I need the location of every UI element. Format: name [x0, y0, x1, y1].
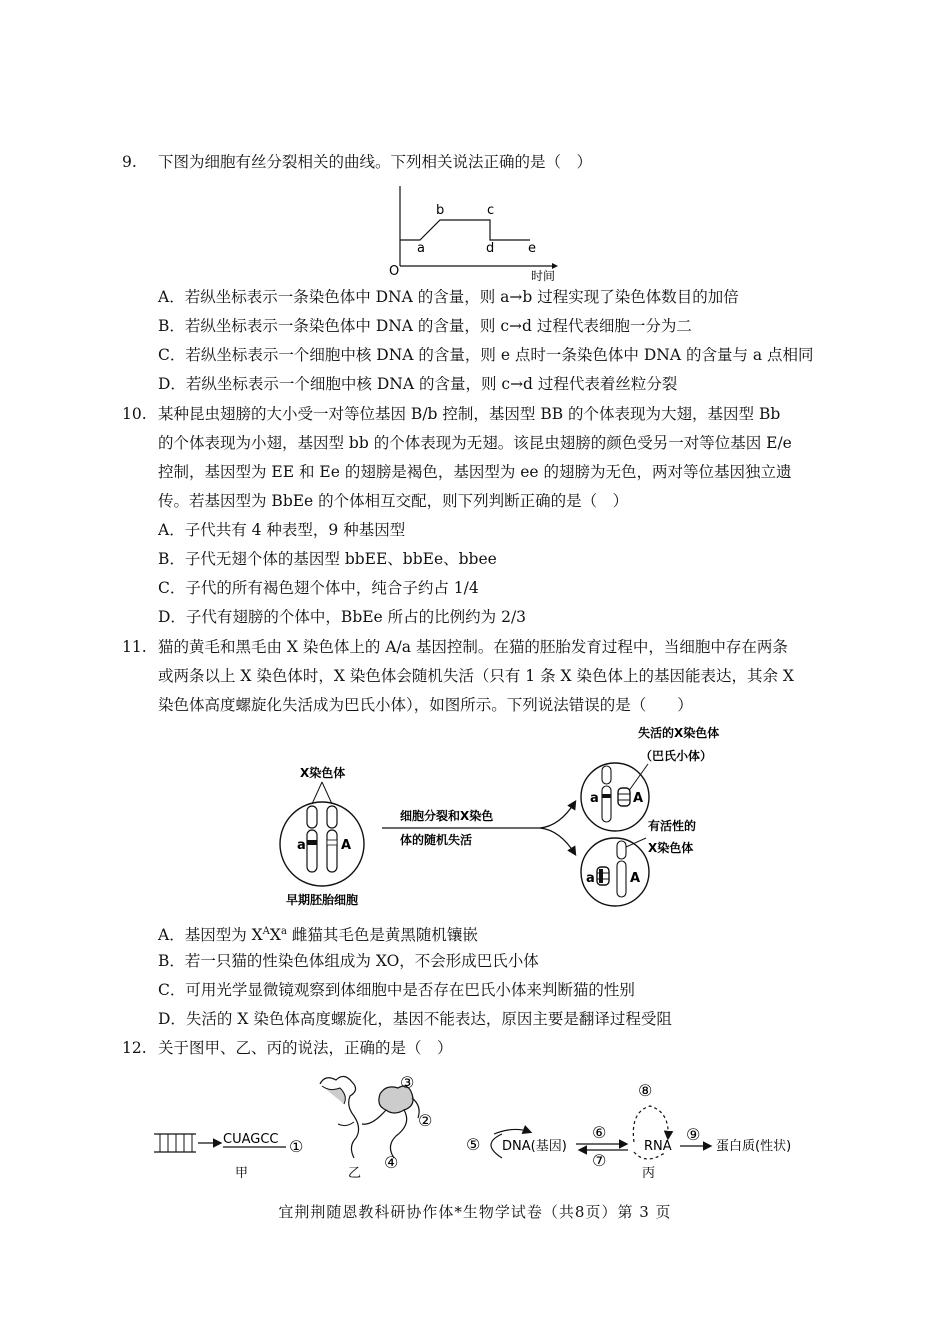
figure-yi [320, 1073, 432, 1181]
q11-early-cell-label: 早期胚胎细胞 [286, 893, 359, 907]
q9-option-c: C．若纵坐标表示一个细胞中核 DNA 的含量，则 e 点时一条染色体中 DNA 的含量与 a 点相同 [158, 346, 814, 364]
q12-stem: 关于图甲、乙、丙的说法，正确的是（ ） [158, 1039, 453, 1057]
q11-arrow-label-2: 体的随机失活 [400, 833, 473, 847]
q9-option-a: A．若纵坐标表示一条染色体中 DNA 的含量，则 a→b 过程实现了染色体数目的加倍 [158, 288, 739, 306]
q11-figure [270, 722, 740, 914]
q11-option-a-pre: A．基因型为 X [158, 926, 263, 945]
bing-label: 丙 [642, 1166, 656, 1181]
q10-stem-line-3: 控制，基因型为 EE 和 Ee 的翅膀是褐色，基因型为 ee 的翅膀为无色，两对等位基因独立遗 [158, 463, 792, 481]
bing-dna: DNA(基因) [502, 1139, 567, 1154]
q9-stem: 下图为细胞有丝分裂相关的曲线。下列相关说法正确的是（ ） [158, 153, 593, 171]
early-embryo-cell [280, 802, 364, 886]
yi-label: 乙 [348, 1166, 362, 1181]
q10-option-a: A．子代共有 4 种表型，9 种基因型 [158, 521, 406, 539]
q9-origin: O [389, 264, 400, 279]
q11-option-a-sup2: a [280, 926, 287, 937]
page-footer: 宜荆荆随恩教科研协作体*生物学试卷（共8页）第 3 页 [278, 1203, 672, 1221]
q11-option-a-sup1: A [262, 926, 270, 937]
chromosome-A [327, 806, 337, 872]
q10-option-b: B．子代无翅个体的基因型 bbEE、bbEe、bbee [158, 550, 497, 568]
q9-xlabel: 时间 [531, 269, 556, 283]
q11-option-c: C．可用光学显微镜观察到体细胞中是否存在巴氏小体来判断猫的性别 [158, 981, 635, 999]
q11-stem-line-1: 猫的黄毛和黑毛由 X 染色体上的 A/a 基因控制。在猫的胚胎发育过程中，当细胞中存在两条 [158, 638, 788, 656]
bing-rna: RNA [644, 1139, 672, 1154]
q11-x-chromosome-label: X染色体 [300, 766, 346, 780]
q11-option-b: B．若一只猫的性染色体组成为 XO，不会形成巴氏小体 [158, 952, 539, 970]
q10-option-c: C．子代的所有褐色翅个体中，纯合子约占 1/4 [158, 579, 479, 597]
q9-number: 9. [122, 153, 137, 171]
figure-jia [154, 1132, 303, 1181]
bing-protein: 蛋白质(性状) [716, 1139, 792, 1154]
jia-label: 甲 [235, 1166, 249, 1181]
q11-number: 11. [122, 638, 147, 656]
barr-body-top [618, 788, 630, 806]
jia-mark-1: ① [289, 1137, 304, 1156]
q9-graph [380, 180, 570, 285]
active-chromosome-a-top [602, 766, 611, 822]
q11-inactive-label-1: 失活的X染色体 [638, 726, 720, 740]
q11-inactive-label-2: （巴氏小体） [640, 749, 713, 763]
active-chromosome-A-bottom [617, 841, 626, 897]
bing-mark-6: ⑥ [592, 1123, 607, 1142]
q11-allele-A-left: A [341, 838, 352, 853]
chromosome-a [307, 806, 317, 872]
q11-active-label-1: 有活性的 [648, 819, 697, 833]
q11-active-label-2: X染色体 [648, 841, 694, 855]
q11-option-a [158, 922, 478, 945]
q9-point-d: d [486, 241, 495, 256]
q12-number: 12. [122, 1039, 147, 1057]
bing-mark-7: ⑦ [592, 1151, 607, 1170]
yi-mark-2: ② [418, 1111, 433, 1130]
q11-stem-line-2: 或两条以上 X 染色体时，X 染色体会随机失活（只有 1 条 X 染色体上的基因能表达，其余 X [158, 667, 794, 685]
q9-option-b: B．若纵坐标表示一条染色体中 DNA 的含量，则 c→d 过程代表细胞一分为二 [158, 317, 692, 335]
q11-allele-A-top: A [633, 791, 644, 806]
bing-mark-5: ⑤ [466, 1135, 481, 1154]
q11-allele-a-bottom: a [586, 871, 595, 886]
bing-mark-8: ⑧ [638, 1081, 653, 1100]
q9-point-b: b [436, 203, 445, 218]
q11-option-a-mid: X [269, 926, 281, 945]
q9-point-e: e [528, 241, 536, 256]
q9-point-a: a [417, 241, 425, 256]
figure-bing [466, 1081, 791, 1181]
barr-body-bottom [597, 867, 609, 885]
q11-stem-line-3: 染色体高度螺旋化失活成为巴氏小体），如图所示。下列说法错误的是（ ） [158, 696, 693, 714]
jia-sequence: CUAGCC [223, 1132, 279, 1147]
bing-mark-9: ⑨ [686, 1125, 701, 1144]
q9-point-c: c [487, 203, 495, 218]
q10-number: 10. [122, 405, 147, 423]
q11-option-a-post: 雌猫其毛色是黄黑随机镶嵌 [286, 926, 478, 945]
q10-stem-line-2: 的个体表现为小翅，基因型 bb 的个体表现为无翅。该昆虫翅膀的颜色受另一对等位基因 E/e [158, 434, 792, 452]
q10-option-d: D．子代有翅膀的个体中，BbEe 所占的比例约为 2/3 [158, 608, 527, 626]
q12-figure [150, 1066, 820, 1188]
q11-allele-a-left: a [297, 838, 306, 853]
q9-option-d: D．若纵坐标表示一个细胞中核 DNA 的含量，则 c→d 过程代表着丝粒分裂 [158, 375, 678, 393]
q11-option-d: D．失活的 X 染色体高度螺旋化，基因不能表达，原因主要是翻译过程受阻 [158, 1010, 672, 1028]
q10-stem-line-4: 传。若基因型为 BbEe 的个体相互交配，则下列判断正确的是（ ） [158, 492, 629, 510]
q11-arrow-label-1: 细胞分裂和X染色 [400, 809, 494, 823]
yi-mark-3: ③ [400, 1073, 415, 1092]
yi-mark-4: ④ [384, 1153, 399, 1172]
q11-allele-a-top: a [590, 791, 599, 806]
q11-allele-A-bottom: A [630, 871, 641, 886]
q10-stem-line-1: 某种昆虫翅膀的大小受一对等位基因 B/b 控制，基因型 BB 的个体表现为大翅，基因型 Bb [158, 405, 781, 423]
